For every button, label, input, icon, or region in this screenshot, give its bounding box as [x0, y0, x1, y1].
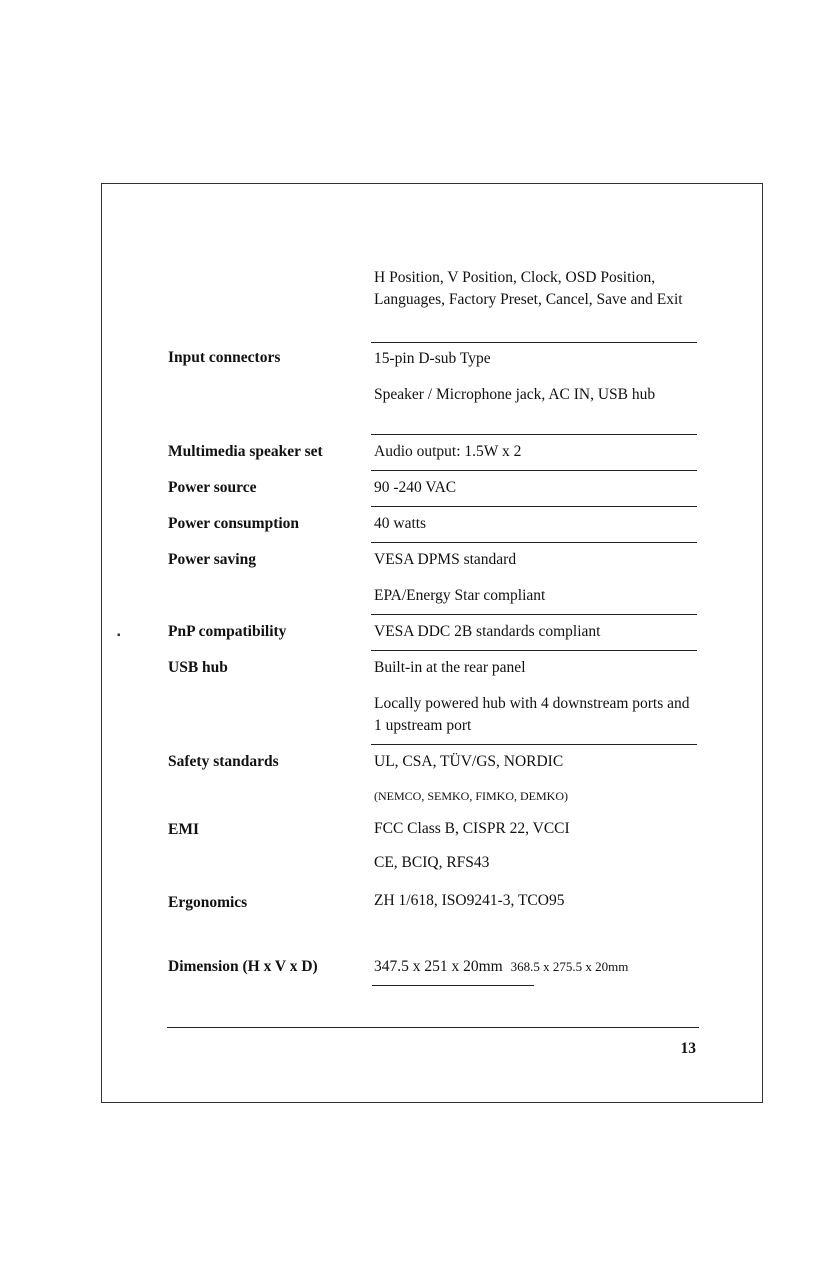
- footer-rule: [167, 1027, 699, 1028]
- row-divider: [371, 650, 697, 651]
- power-saving-value: VESA DPMS standard: [374, 551, 517, 568]
- multimedia-speaker-value: Audio output: 1.5W x 2: [374, 443, 522, 460]
- safety-label: Safety standards: [168, 753, 279, 770]
- safety-value-2: (NEMCO, SEMKO, FIMKO, DEMKO): [374, 789, 569, 803]
- power-source-label: Power source: [168, 479, 257, 496]
- row-divider: [371, 434, 697, 435]
- row-divider: [371, 542, 697, 543]
- dimension-value: 347.5 x 251 x 20mm: [374, 958, 503, 975]
- power-consumption-value: 40 watts: [374, 515, 427, 532]
- dimension-label: Dimension (H x V x D): [168, 958, 318, 975]
- row-divider: [371, 506, 697, 507]
- scan-speck: ▪: [117, 630, 121, 641]
- emi-value-2: CE, BCIQ, RFS43: [374, 854, 490, 871]
- dimension-values: [374, 957, 628, 977]
- row-divider: [371, 744, 697, 745]
- row-divider: [371, 342, 697, 343]
- power-saving-label: Power saving: [168, 551, 256, 568]
- dimension-underline: [372, 985, 534, 986]
- power-source-value: 90 -240 VAC: [374, 479, 457, 496]
- emi-value: FCC Class B, CISPR 22, VCCI: [374, 820, 570, 837]
- row-divider: [371, 470, 697, 471]
- safety-value: UL, CSA, TÜV/GS, NORDIC: [374, 753, 564, 770]
- power-saving-value-2: EPA/Energy Star compliant: [374, 587, 546, 604]
- input-connectors-value-2: Speaker / Microphone jack, AC IN, USB hub: [374, 386, 656, 403]
- emi-label: EMI: [168, 821, 199, 838]
- usb-hub-value: Built-in at the rear panel: [374, 659, 526, 676]
- ergonomics-label: Ergonomics: [168, 894, 248, 911]
- pnp-label: PnP compatibility: [168, 623, 287, 640]
- osd-controls-value: H Position, V Position, Clock, OSD Position, Languages, Factory Preset, Cancel, Save and Exit: [374, 269, 683, 308]
- page-number: 13: [680, 1040, 696, 1057]
- usb-hub-label: USB hub: [168, 659, 228, 676]
- input-connectors-label: Input connectors: [168, 349, 281, 366]
- usb-hub-value-2: Locally powered hub with 4 downstream ports and 1 upstream port: [374, 695, 690, 734]
- power-consumption-label: Power consumption: [168, 515, 300, 532]
- pnp-value: VESA DDC 2B standards compliant: [374, 623, 601, 640]
- row-divider: [371, 614, 697, 615]
- multimedia-speaker-label: Multimedia speaker set: [168, 443, 323, 460]
- ergonomics-value: ZH 1/618, ISO9241-3, TCO95: [374, 892, 565, 909]
- input-connectors-value: 15-pin D-sub Type: [374, 350, 491, 367]
- dimension-value-2: 368.5 x 275.5 x 20mm: [510, 959, 629, 974]
